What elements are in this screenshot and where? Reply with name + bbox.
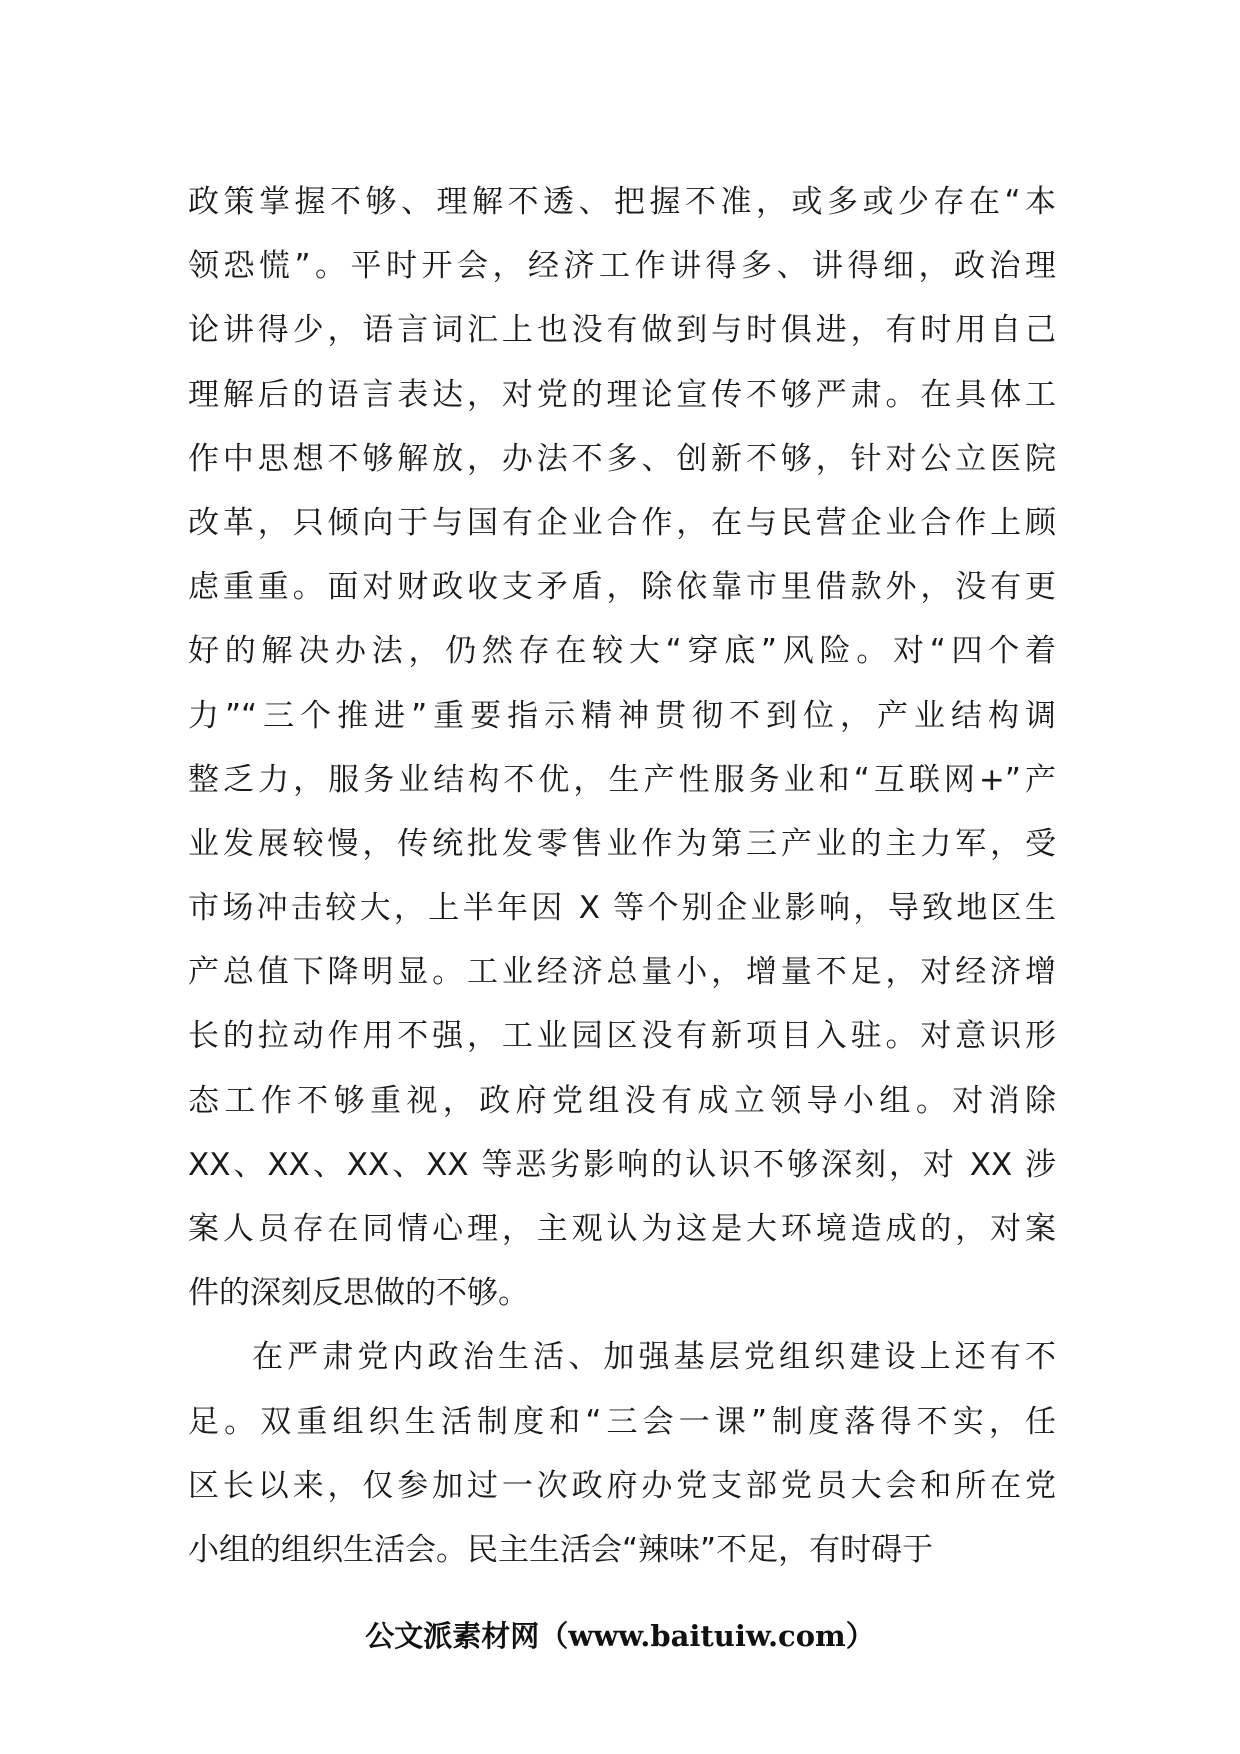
text-line: 改革，只倾向于与国有企业合作，在与民营企业合作上顾 — [188, 504, 1056, 541]
footer-watermark: 公文派素材网（www.baituiw.com） — [365, 1619, 875, 1653]
text-line: 作中思想不够解放，办法不多、创新不够，针对公立医院 — [188, 440, 1056, 477]
text-line: 好的解决办法，仍然存在较大“穿底”风险。对“四个着 — [188, 633, 1056, 670]
paragraph — [188, 1325, 1056, 1582]
text-line: 力”“三个推进”重要指示精神贯彻不到位，产业结构调 — [188, 697, 1056, 734]
text-line: 区长以来，仅参加过一次政府办党支部党员大会和所在党 — [188, 1467, 1056, 1504]
text-line: 市场冲击较大，上半年因 X 等个别企业影响，导致地区生 — [188, 890, 1056, 927]
text-line: 态工作不够重视，政府党组没有成立领导小组。对消除 — [188, 1082, 1056, 1119]
text-line: 件的深刻反思做的不够。 — [188, 1275, 529, 1312]
text-line: 理解后的语言表达，对党的理论宣传不够严肃。在具体工 — [188, 376, 1056, 413]
text-line: 产总值下降明显。工业经济总量小，增量不足，对经济增 — [188, 954, 1056, 991]
text-line: 小组的组织生活会。民主生活会“辣味”不足，有时碍于 — [188, 1531, 934, 1568]
paragraph — [188, 170, 1056, 1325]
text-line: 政策掌握不够、理解不透、把握不准，或多或少存在“本 — [188, 184, 1056, 220]
text-line: 足。双重组织生活制度和“三会一课”制度落得不实，任 — [188, 1403, 1056, 1440]
text-line: 领恐慌”。平时开会，经济工作讲得多、讲得细，政治理 — [188, 248, 1056, 285]
body-text — [188, 170, 1056, 1582]
text-line: XX、XX、XX、XX 等恶劣影响的认识不够深刻，对 XX 涉 — [188, 1146, 1056, 1183]
text-line: 在严肃党内政治生活、加强基层党组织建设上还有不 — [252, 1339, 1056, 1376]
text-line: 整乏力，服务业结构不优，生产性服务业和“互联网+”产 — [188, 761, 1056, 798]
text-line: 案人员存在同情心理，主观认为这是大环境造成的，对案 — [188, 1211, 1056, 1247]
text-line: 论讲得少，语言词汇上也没有做到与时俱进，有时用自己 — [188, 312, 1056, 349]
text-line: 虑重重。面对财政收支矛盾，除依靠市里借款外，没有更 — [188, 569, 1056, 606]
text-line: 长的拉动作用不强，工业园区没有新项目入驻。对意识形 — [188, 1018, 1056, 1055]
text-line: 业发展较慢，传统批发零售业作为第三产业的主力军，受 — [188, 825, 1056, 862]
